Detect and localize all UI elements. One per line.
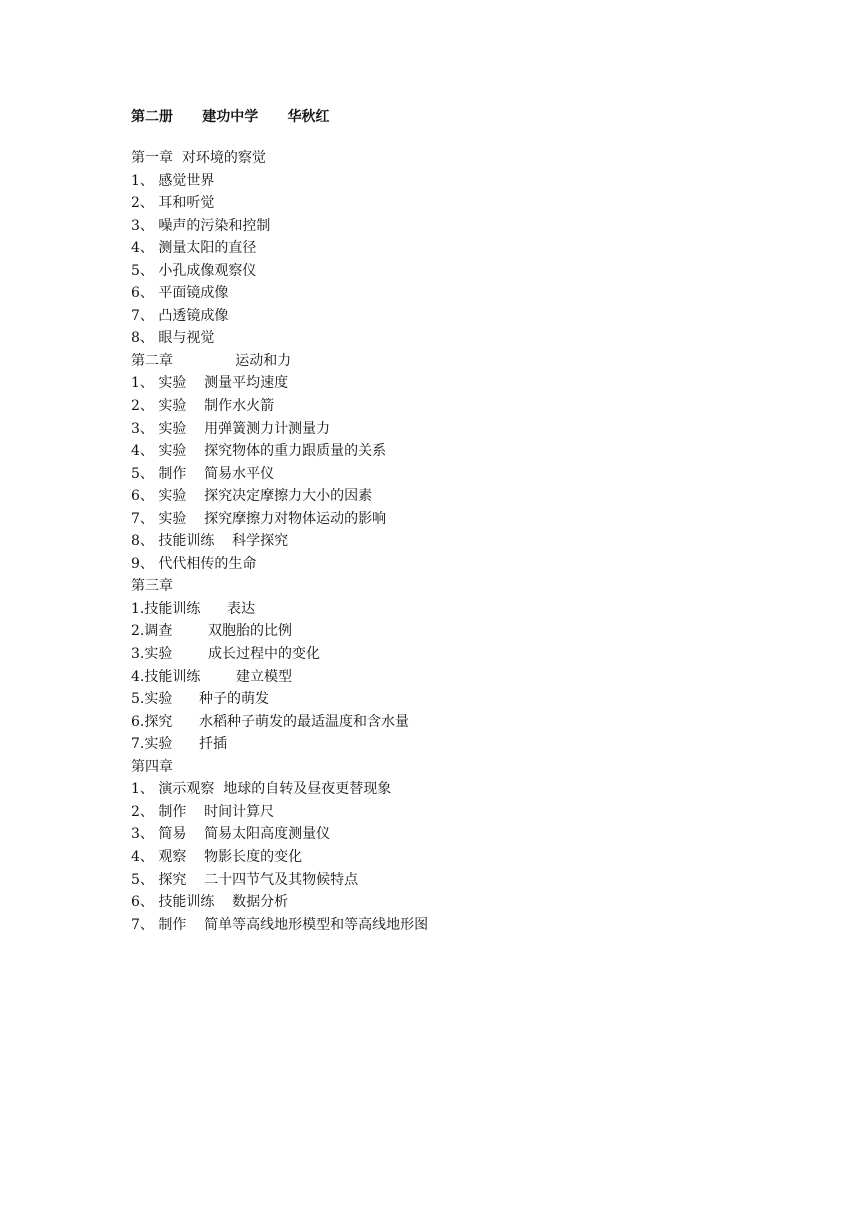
- chapter-title: 第二章 运动和力: [131, 352, 292, 369]
- list-item: 9、 代代相传的生命: [131, 555, 257, 572]
- list-item: 6、 技能训练 数据分析: [131, 894, 289, 911]
- list-item: 6、 实验 探究决定摩擦力大小的因素: [131, 488, 373, 505]
- list-item: 1、 演示观察 地球的自转及昼夜更替现象: [131, 781, 392, 798]
- document-page: [131, 106, 811, 936]
- list-item: 5、 制作 简易水平仪: [131, 465, 275, 482]
- list-item: 3、 简易 简易太阳高度测量仪: [131, 826, 331, 843]
- chapter-4: [131, 756, 811, 936]
- list-item: 2、 耳和听觉: [131, 195, 215, 212]
- document-header: 第二册 建功中学 华秋红: [131, 109, 330, 125]
- chapter-title: 第四章: [131, 758, 173, 775]
- list-item: 5、 小孔成像观察仪: [131, 262, 257, 279]
- header-spacer: [131, 128, 811, 147]
- chapter-title: 第三章: [131, 578, 173, 595]
- list-item: 8、 技能训练 科学探究: [131, 533, 289, 550]
- chapter-title: 第一章 对环境的察觉: [131, 150, 266, 166]
- list-item: 2、 制作 时间计算尺: [131, 803, 275, 820]
- list-item: 4、 测量太阳的直径: [131, 240, 257, 257]
- list-item: 3、 噪声的污染和控制: [131, 217, 271, 234]
- list-item: 7、 制作 简单等高线地形模型和等高线地形图: [131, 916, 429, 933]
- list-item: 1、 实验 测量平均速度: [131, 375, 289, 392]
- list-item: 3.实验 成长过程中的变化: [131, 646, 320, 663]
- list-item: 4、 实验 探究物体的重力跟质量的关系: [131, 443, 387, 460]
- list-item: 5、 探究 二十四节气及其物候特点: [131, 871, 359, 888]
- list-item: 6.探究 水稻种子萌发的最适温度和含水量: [131, 713, 410, 730]
- list-item: 7、 凸透镜成像: [131, 307, 229, 324]
- list-item: 1、 感觉世界: [131, 172, 215, 189]
- list-item: 2、 实验 制作水火箭: [131, 398, 275, 415]
- chapter-1: [131, 147, 811, 350]
- list-item: 5.实验 种子的萌发: [131, 691, 270, 708]
- chapter-2: [131, 350, 811, 575]
- list-item: 1.技能训练 表达: [131, 600, 256, 617]
- list-item: 6、 平面镜成像: [131, 285, 229, 302]
- list-item: 8、 眼与视觉: [131, 330, 215, 347]
- list-item: 2.调查 双胞胎的比例: [131, 623, 292, 640]
- list-item: 7.实验 扦插: [131, 736, 228, 753]
- list-item: 4.技能训练 建立模型: [131, 668, 292, 685]
- list-item: 4、 观察 物影长度的变化: [131, 848, 303, 865]
- list-item: 7、 实验 探究摩擦力对物体运动的影响: [131, 510, 387, 527]
- chapter-3: [131, 575, 811, 755]
- list-item: 3、 实验 用弹簧测力计测量力: [131, 420, 331, 437]
